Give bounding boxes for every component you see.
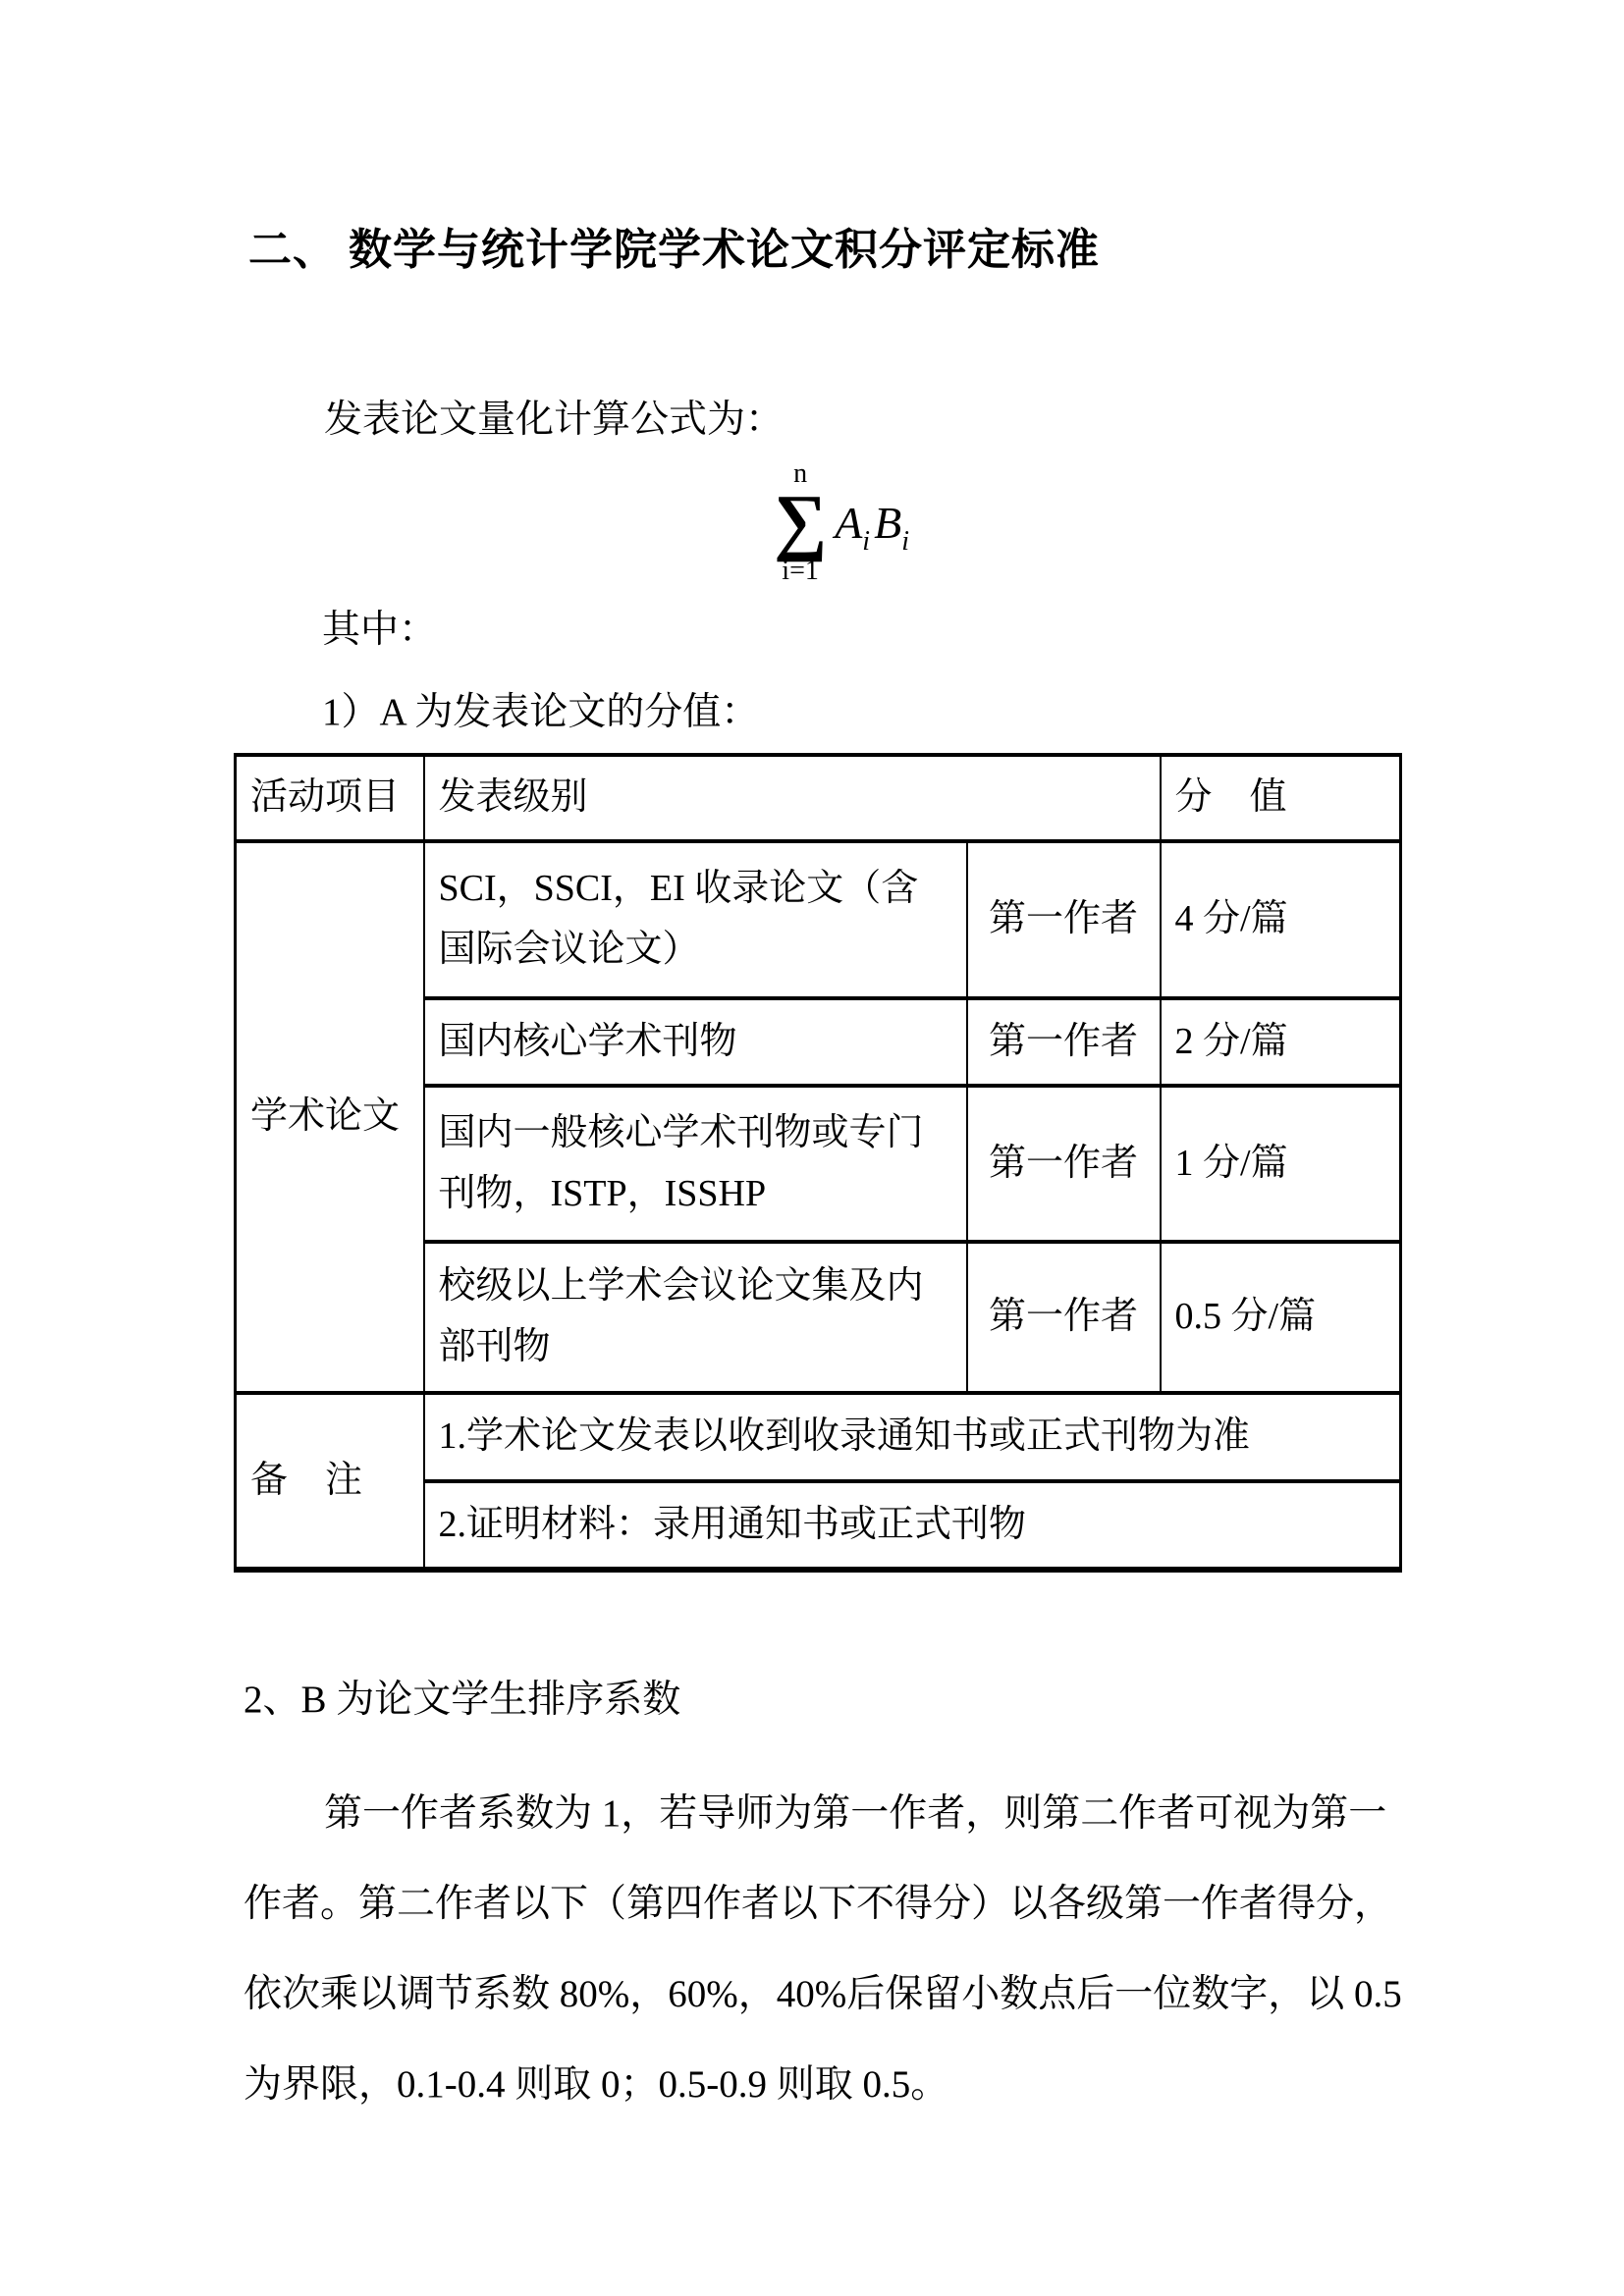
sigma-icon: ∑ <box>774 480 828 563</box>
paragraph-line-1: 第一作者系数为 1，若导师为第一作者，则第二作者可视为第一 <box>324 1792 1387 1835</box>
level-cell: SCI，SSCI，EI 收录论文（含国际会议论文） <box>424 841 967 998</box>
table-row <box>236 841 1401 998</box>
sigma-lower-limit: i=1 <box>782 555 819 586</box>
paragraph-line-3: 依次乘以调节系数 80%，60%，40%后保留小数点后一位数字，以 0.5 <box>244 1973 1402 2015</box>
sigma-column <box>774 459 827 587</box>
header-activity: 活动项目 <box>236 755 424 841</box>
author-cell: 第一作者 <box>967 998 1161 1086</box>
header-score: 分 值 <box>1161 755 1401 841</box>
formula-expression <box>835 497 913 558</box>
table-header-row <box>236 755 1401 841</box>
score-cell: 1 分/篇 <box>1161 1086 1401 1242</box>
score-cell: 4 分/篇 <box>1161 841 1401 998</box>
author-cell: 第一作者 <box>967 841 1161 998</box>
sigma-upper-limit: n <box>793 458 808 489</box>
formula-term2-base: B <box>874 498 902 549</box>
paragraph-line-2: 作者。第二作者以下（第四作者以下不得分）以各级第一作者得分， <box>244 1883 1393 1925</box>
level-cell: 国内一般核心学术刊物或专门刊物，ISTP，ISSHP <box>424 1086 967 1242</box>
header-level: 发表级别 <box>424 755 1161 841</box>
score-cell: 2 分/篇 <box>1161 998 1401 1086</box>
document-title: 二、 数学与统计学院学术论文积分评定标准 <box>248 226 1100 274</box>
score-cell: 0.5 分/篇 <box>1161 1242 1401 1393</box>
summation-formula <box>774 459 913 587</box>
activity-category-cell: 学术论文 <box>236 841 424 1393</box>
score-table <box>234 753 1402 1573</box>
remark-row <box>236 1393 1401 1481</box>
remark-cell: 1.学术论文发表以收到收录通知书或正式刊物为准 <box>424 1393 1401 1481</box>
item-a-heading: 1）A 为发表论文的分值： <box>322 691 760 733</box>
formula-term1-subscript: i <box>862 526 871 558</box>
paragraph-line-4: 为界限，0.1-0.4 则取 0；0.5-0.9 则取 0.5。 <box>244 2063 949 2106</box>
level-cell: 校级以上学术会议论文集及内部刊物 <box>424 1242 967 1393</box>
intro-line: 发表论文量化计算公式为： <box>324 399 785 441</box>
remark-label-cell: 备 注 <box>236 1393 424 1570</box>
author-cell: 第一作者 <box>967 1242 1161 1393</box>
item-b-heading: 2、B 为论文学生排序系数 <box>244 1679 681 1721</box>
level-cell: 国内核心学术刊物 <box>424 998 967 1086</box>
author-cell: 第一作者 <box>967 1086 1161 1242</box>
formula-term2-subscript: i <box>901 526 909 558</box>
remark-cell: 2.证明材料：录用通知书或正式刊物 <box>424 1481 1401 1570</box>
among-label: 其中： <box>322 609 438 651</box>
formula-term1-base: A <box>835 498 863 549</box>
